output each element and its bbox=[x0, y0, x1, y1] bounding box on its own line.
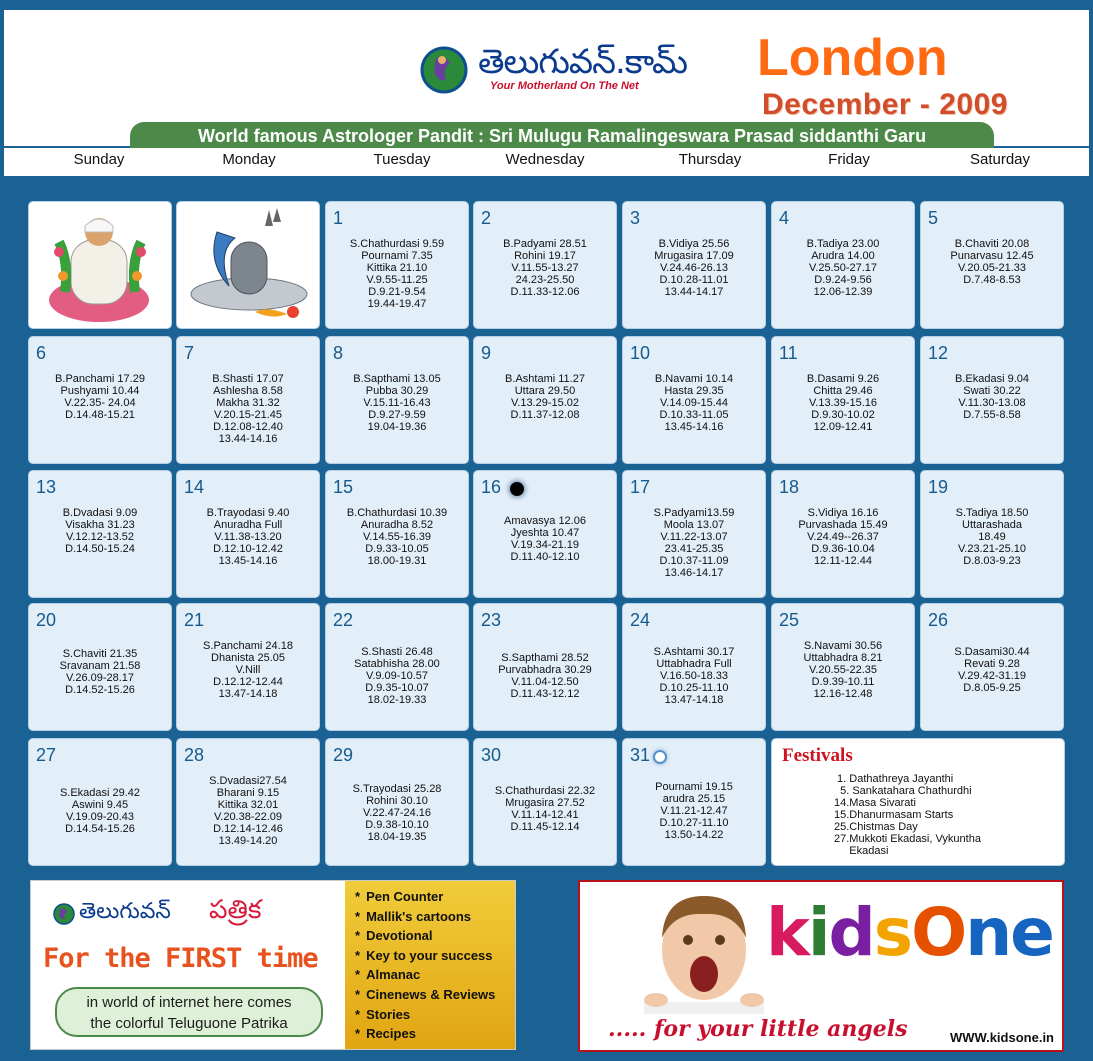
day-panchang: B.Dvadasi 9.09 Visakha 31.23 V.12.12-13.52 D.14.50-15.24 bbox=[62, 507, 138, 555]
day-number: 6 bbox=[36, 343, 47, 363]
patrika-word: పత్రిక bbox=[209, 895, 262, 925]
day-cell[interactable] bbox=[920, 470, 1064, 598]
star-bullet-icon: * bbox=[355, 889, 361, 904]
patrika-menu-item[interactable]: * Cinenews & Reviews bbox=[355, 986, 496, 1002]
globe-logo-icon bbox=[420, 46, 468, 94]
shivalinga-image bbox=[177, 202, 319, 328]
day-panchang: S.Dvadasi27.54 Bharani 9.15 Kittika 32.01 V.20.38-22.09 D.12.14-12.46 13.49-14.20 bbox=[209, 775, 287, 847]
weekday-sunday: Sunday bbox=[73, 151, 125, 168]
header-banner bbox=[4, 10, 1089, 146]
star-bullet-icon: * bbox=[355, 908, 361, 924]
weekday-monday: Monday bbox=[222, 151, 276, 168]
day-panchang: B.Vidiya 25.56 Mrugasira 17.09 V.24.46-26.13 D.10.28-11.01 13.44-14.17 bbox=[654, 238, 734, 298]
kid-photo-image bbox=[644, 888, 764, 1014]
day-number: 28 bbox=[184, 745, 205, 765]
weekday-header-row bbox=[4, 148, 1089, 176]
day-cell[interactable] bbox=[176, 470, 320, 598]
day-number: 12 bbox=[928, 343, 949, 363]
day-number: 25 bbox=[779, 610, 800, 630]
day-cell[interactable] bbox=[622, 336, 766, 464]
patrika-ad-panel bbox=[31, 881, 345, 1049]
patrika-logo-text: తెలుగువన్ bbox=[79, 899, 171, 924]
day-panchang: B.Padyami 28.51 Rohini 19.17 V.11.55-13.27 24.23-25.50 D.11.33-12.06 bbox=[503, 238, 587, 298]
festival-item: 15.Dhanurmasam Starts bbox=[834, 809, 954, 821]
weekday-saturday: Saturday bbox=[969, 151, 1031, 168]
day-panchang: S.Panchami 24.18 Dhanista 25.05 V.Nill D.12.12-12.44 13.47-14.18 bbox=[203, 640, 293, 700]
day-panchang: S.Tadiya 18.50 Uttarashada 18.49 V.23.21-25.10 D.8.03-9.23 bbox=[955, 507, 1029, 567]
day-panchang: S.Padyami13.59 Moola 13.07 V.11.22-13.07 23.41-25.35 D.10.37-11.09 13.46-14.17 bbox=[653, 507, 735, 579]
day-cell[interactable] bbox=[771, 336, 915, 464]
day-number: 5 bbox=[928, 208, 939, 228]
day-panchang: B.Shasti 17.07 Ashlesha 8.58 Makha 31.32 V.20.15-21.45 D.12.08-12.40 13.44-14.16 bbox=[212, 373, 284, 445]
day-cell[interactable] bbox=[920, 201, 1064, 329]
day-cell[interactable] bbox=[771, 603, 915, 731]
day-cell[interactable] bbox=[325, 470, 469, 598]
day-panchang: S.Shasti 26.48 Satabhisha 28.00 V.9.09-10.57 D.9.35-10.07 18.02-19.33 bbox=[354, 646, 440, 706]
teluguone-patrika-ad[interactable] bbox=[30, 880, 516, 1050]
day-cell[interactable] bbox=[325, 336, 469, 464]
astrologer-banner: World famous Astrologer Pandit : Sri Mulugu Ramalingeswara Prasad siddanthi Garu bbox=[130, 122, 994, 154]
teluguone-logo[interactable] bbox=[420, 38, 687, 108]
day-cell[interactable] bbox=[622, 603, 766, 731]
day-cell[interactable] bbox=[622, 738, 766, 866]
saibaba-image bbox=[29, 202, 171, 328]
day-panchang: B.Ekadasi 9.04 Swati 30.22 V.11.30-13.08 D.7.55-8.58 bbox=[955, 373, 1029, 421]
day-panchang: S.Ekadasi 29.42 Aswini 9.45 V.19.09-20.43 D.14.54-15.26 bbox=[59, 787, 141, 835]
day-cell[interactable] bbox=[176, 336, 320, 464]
festival-item: 1. Dathathreya Jayanthi bbox=[834, 773, 954, 785]
weekday-friday: Friday bbox=[828, 151, 870, 168]
day-number: 18 bbox=[779, 477, 800, 497]
day-panchang: S.Chathurdasi 9.59 Pournami 7.35 Kittika 21.10 V.9.55-11.25 D.9.21-9.54 19.44-19.47 bbox=[349, 238, 445, 310]
pill-line: in world of internet here comes bbox=[86, 994, 292, 1011]
day-panchang: B.Ashtami 11.27 Uttara 29.50 V.13.29-15.02 D.11.37-12.08 bbox=[505, 373, 585, 421]
day-number: 7 bbox=[184, 343, 195, 363]
day-panchang: Amavasya 12.06 Jyeshta 10.47 V.19.34-21.19 D.11.40-12.10 bbox=[504, 515, 586, 563]
day-number: 9 bbox=[481, 343, 492, 363]
day-number: 11 bbox=[779, 343, 798, 363]
day-cell[interactable] bbox=[622, 470, 766, 598]
day-number: 27 bbox=[36, 745, 57, 765]
full-moon-icon bbox=[653, 750, 667, 764]
day-panchang: S.Ashtami 30.17 Uttabhadra Full V.16.50-18.33 D.10.25-11.10 13.47-14.18 bbox=[653, 646, 735, 706]
day-panchang: B.Chathurdasi 10.39 Anuradha 8.52 V.14.55-16.39 D.9.33-10.05 18.00-19.31 bbox=[346, 507, 448, 567]
day-number: 3 bbox=[630, 208, 641, 228]
star-bullet-icon: * bbox=[355, 1026, 361, 1042]
globe-logo-icon bbox=[53, 903, 75, 925]
day-number: 24 bbox=[630, 610, 651, 630]
first-time-headline: For the FIRST time bbox=[43, 943, 318, 974]
festival-item: Ekadasi bbox=[834, 845, 889, 857]
star-bullet-icon: * bbox=[355, 986, 361, 1002]
day-number: 17 bbox=[630, 477, 651, 497]
star-bullet-icon: * bbox=[355, 1006, 361, 1022]
star-bullet-icon: * bbox=[355, 967, 361, 983]
shivalinga-cell bbox=[176, 201, 320, 329]
day-panchang: S.Navami 30.56 Uttabhadra 8.21 V.20.55-22.35 D.9.39-10.11 12.16-12.48 bbox=[803, 640, 883, 700]
day-number: 26 bbox=[928, 610, 949, 630]
festivals-list bbox=[834, 773, 981, 857]
day-cell[interactable] bbox=[473, 470, 617, 598]
kidsone-ad[interactable] bbox=[578, 880, 1064, 1052]
day-cell[interactable] bbox=[325, 738, 469, 866]
day-number: 8 bbox=[333, 343, 344, 363]
day-number: 31 bbox=[630, 745, 651, 765]
day-number: 22 bbox=[333, 610, 354, 630]
day-panchang: S.Dasami30.44 Revati 9.28 V.29.42-31.19 D.8.05-9.25 bbox=[954, 646, 1030, 694]
festival-item: 14.Masa Sivarati bbox=[834, 797, 916, 809]
day-panchang: B.Navami 10.14 Hasta 29.35 V.14.09-15.44 D.10.33-11.05 13.45-14.16 bbox=[654, 373, 734, 433]
day-cell[interactable] bbox=[473, 336, 617, 464]
patrika-menu-item[interactable]: * Pen Counter bbox=[355, 889, 444, 904]
day-cell[interactable] bbox=[771, 470, 915, 598]
star-bullet-icon: * bbox=[355, 928, 361, 944]
star-bullet-icon: * bbox=[355, 947, 361, 963]
day-cell[interactable] bbox=[325, 201, 469, 329]
patrika-menu-item[interactable]: * Key to your success bbox=[355, 947, 493, 963]
pill-line: the colorful Teluguone Patrika bbox=[90, 1015, 288, 1032]
patrika-menu-item[interactable]: * Stories bbox=[355, 1006, 411, 1022]
festival-item: 5. Sankatahara Chathurdhi bbox=[834, 785, 972, 797]
day-panchang: B.Dasami 9.26 Chitta 29.46 V.13.39-15.16 D.9.30-10.02 12.09-12.41 bbox=[806, 373, 880, 433]
day-cell[interactable] bbox=[622, 201, 766, 329]
day-panchang: B.Panchami 17.29 Pushyami 10.44 V.22.35- 24.04 D.14.48-15.21 bbox=[55, 373, 145, 421]
day-panchang: B.Chaviti 20.08 Punarvasu 12.45 V.20.05-21.33 D.7.48-8.53 bbox=[950, 238, 1034, 286]
kidsone-logo: kidsOne bbox=[766, 894, 1053, 971]
day-number: 19 bbox=[928, 477, 949, 497]
logo-tagline: Your Motherland On The Net bbox=[490, 80, 639, 92]
patrika-menu bbox=[345, 881, 515, 1049]
day-panchang: B.Tadiya 23.00 Arudra 14.00 V.25.50-27.17 D.9.24-9.56 12.06-12.39 bbox=[806, 238, 880, 298]
day-number: 1 bbox=[333, 208, 344, 228]
day-panchang: S.Chathurdasi 22.32 Mrugasira 27.52 V.11.14-12.41 D.11.45-12.14 bbox=[494, 785, 596, 833]
day-panchang: S.Vidiya 16.16 Purvashada 15.49 V.24.49--26.37 D.9.36-10.04 12.11-12.44 bbox=[798, 507, 888, 567]
day-number: 29 bbox=[333, 745, 354, 765]
day-cell[interactable] bbox=[176, 603, 320, 731]
day-cell[interactable] bbox=[28, 336, 172, 464]
day-cell[interactable] bbox=[325, 603, 469, 731]
day-number: 21 bbox=[184, 610, 205, 630]
patrika-menu-item[interactable]: * Almanac bbox=[355, 967, 421, 983]
patrika-pill bbox=[55, 987, 323, 1037]
day-cell[interactable] bbox=[473, 738, 617, 866]
day-cell[interactable] bbox=[473, 603, 617, 731]
new-moon-icon bbox=[510, 482, 524, 496]
day-cell[interactable] bbox=[920, 603, 1064, 731]
weekday-thursday: Thursday bbox=[678, 151, 742, 168]
patrika-menu-item[interactable]: * Devotional bbox=[355, 928, 433, 944]
day-cell[interactable] bbox=[28, 470, 172, 598]
weekday-tuesday: Tuesday bbox=[373, 151, 431, 168]
day-number: 13 bbox=[36, 477, 57, 497]
day-cell[interactable] bbox=[473, 201, 617, 329]
month-year-title: December - 2009 bbox=[762, 88, 1008, 121]
saibaba-cell bbox=[28, 201, 172, 329]
weekday-wednesday: Wednesday bbox=[505, 151, 585, 168]
patrika-menu-item[interactable]: * Mallik's cartoons bbox=[355, 908, 472, 924]
patrika-menu-item[interactable]: * Recipes bbox=[355, 1026, 416, 1042]
kidsone-tagline: ..... for your little angels bbox=[608, 1016, 908, 1042]
day-number: 23 bbox=[481, 610, 502, 630]
day-cell[interactable] bbox=[920, 336, 1064, 464]
festival-item: 25.Chistmas Day bbox=[834, 821, 918, 833]
day-number: 16 bbox=[481, 477, 502, 497]
kidsone-url-link[interactable]: WWW.kidsone.in bbox=[950, 1030, 1054, 1045]
day-panchang: S.Chaviti 21.35 Sravanam 21.58 V.26.09-28.17 D.14.52-15.26 bbox=[59, 648, 141, 696]
day-number: 2 bbox=[481, 208, 492, 228]
logo-text: తెలుగువన్.కామ్ bbox=[478, 42, 687, 82]
day-panchang: B.Sapthami 13.05 Pubba 30.29 V.15.11-16.43 D.9.27-9.59 19.04-19.36 bbox=[353, 373, 441, 433]
day-number: 20 bbox=[36, 610, 57, 630]
day-panchang: Pournami 19.15 arudra 25.15 V.11.21-12.47 D.10.27-11.10 13.50-14.22 bbox=[655, 781, 733, 841]
day-cell[interactable] bbox=[28, 603, 172, 731]
festival-item: 27.Mukkoti Ekadasi, Vykuntha bbox=[834, 833, 981, 845]
day-number: 4 bbox=[779, 208, 790, 228]
day-cell[interactable] bbox=[771, 201, 915, 329]
festivals-title: Festivals bbox=[782, 745, 853, 766]
day-number: 15 bbox=[333, 477, 354, 497]
festivals-box bbox=[771, 738, 1065, 866]
day-number: 30 bbox=[481, 745, 502, 765]
day-number: 10 bbox=[630, 343, 651, 363]
day-cell[interactable] bbox=[176, 738, 320, 866]
day-cell[interactable] bbox=[28, 738, 172, 866]
day-panchang: B.Trayodasi 9.40 Anuradha Full V.11.38-13.20 D.12.10-12.42 13.45-14.16 bbox=[206, 507, 290, 567]
day-panchang: S.Trayodasi 25.28 Rohini 30.10 V.22.47-24.16 D.9.38-10.10 18.04-19.35 bbox=[352, 783, 442, 843]
city-title: London bbox=[757, 29, 948, 87]
day-number: 14 bbox=[184, 477, 205, 497]
day-panchang: S.Sapthami 28.52 Purvabhadra 30.29 V.11.04-12.50 D.11.43-12.12 bbox=[498, 652, 592, 700]
